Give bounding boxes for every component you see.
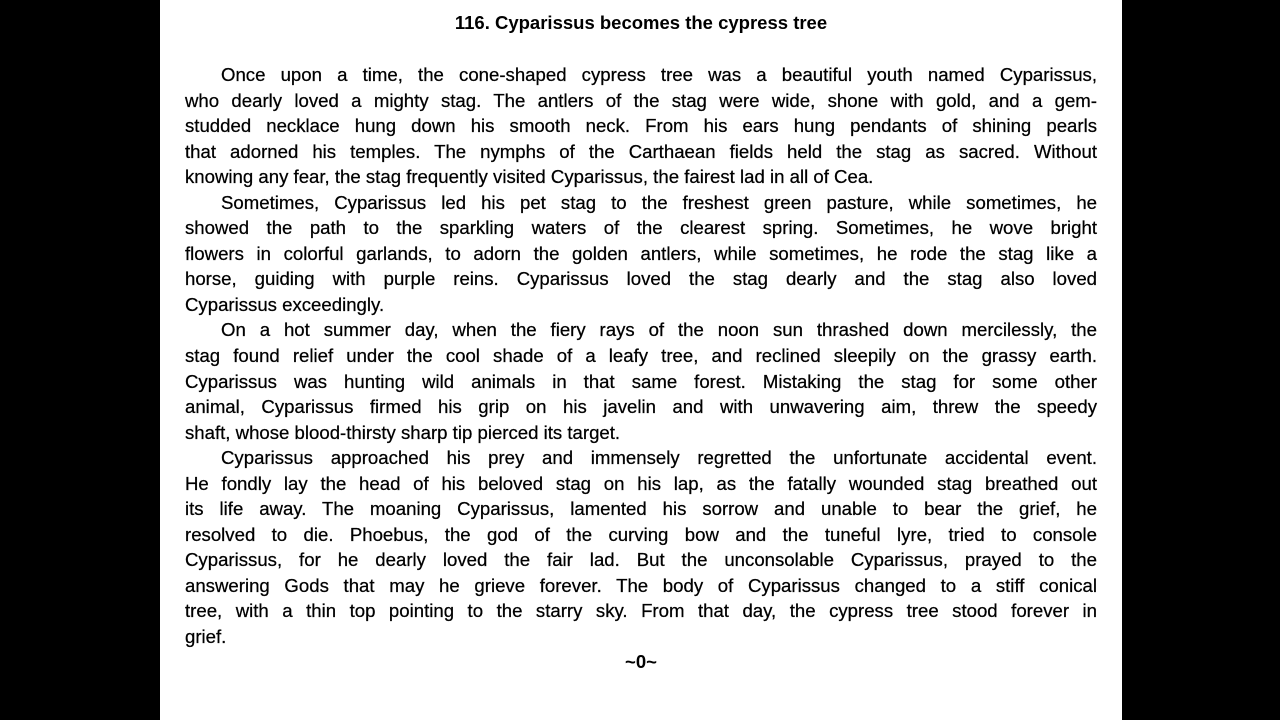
- paragraph: [185, 190, 1097, 318]
- paragraph: [185, 445, 1097, 649]
- text-line: Once upon a time, the cone-shaped cypress tree was a beautiful youth named Cyparissus,: [221, 64, 1097, 85]
- end-mark: ~0~: [625, 651, 657, 672]
- text-line: Cyparissus exceedingly.: [185, 293, 385, 315]
- paragraph: [185, 62, 1097, 190]
- text-line: its life away. The moaning Cyparissus, lamented his sorrow and unable to bear the grief, he: [185, 498, 1097, 520]
- page-title: 116. Cyparissus becomes the cypress tree: [454, 12, 828, 33]
- text-line: Sometimes, Cyparissus led his pet stag to the freshest green pasture, while sometimes, he: [221, 191, 1097, 213]
- text-line: grief.: [185, 626, 227, 648]
- text-line: that adorned his temples. The nymphs of the Carthaean fields held the stag as sacred. Without: [185, 140, 1097, 162]
- paragraph: [185, 317, 1097, 445]
- text-line: shaft, whose blood-thirsty sharp tip pierced its target.: [185, 421, 621, 443]
- text-line: horse, guiding with purple reins. Cyparissus loved the stag dearly and the stag also loved: [185, 268, 1097, 290]
- text-line: Cyparissus, for he dearly loved the fair lad. But the unconsolable Cyparissus, prayed to the: [185, 549, 1097, 571]
- text-line: resolved to die. Phoebus, the god of the curving bow and the tuneful lyre, tried to console: [185, 523, 1097, 545]
- text-line: answering Gods that may he grieve forever. The body of Cyparissus changed to a stiff conical: [185, 574, 1097, 596]
- text-line: stag found relief under the cool shade of a leafy tree, and reclined sleepily on the grassy earth.: [185, 345, 1097, 367]
- story-body: [185, 62, 1097, 650]
- text-line: He fondly lay the head of his beloved stag on his lap, as the fatally wounded stag breathed out: [185, 472, 1097, 494]
- text-line: studded necklace hung down his smooth neck. From his ears hung pendants of shining pearls: [185, 115, 1097, 137]
- text-line: who dearly loved a mighty stag. The antlers of the stag were wide, shone with gold, and a gem-: [185, 89, 1097, 111]
- text-line: Cyparissus was hunting wild animals in that same forest. Mistaking the stag for some other: [185, 370, 1097, 392]
- text-line: Cyparissus approached his prey and immensely regretted the unfortunate accidental event.: [221, 447, 1097, 469]
- text-line: flowers in colorful garlands, to adorn the golden antlers, while sometimes, he rode the stag like a: [185, 242, 1097, 264]
- text-line: animal, Cyparissus firmed his grip on his javelin and with unwavering aim, threw the speedy: [185, 396, 1097, 418]
- text-line: tree, with a thin top pointing to the starry sky. From that day, the cypress tree stood forever in: [185, 600, 1097, 622]
- document-page: [160, 0, 1122, 720]
- text-line: showed the path to the sparkling waters of the clearest spring. Sometimes, he wove bright: [185, 217, 1097, 239]
- text-line: knowing any fear, the stag frequently visited Cyparissus, the fairest lad in all of Cea.: [185, 166, 874, 188]
- text-line: On a hot summer day, when the fiery rays of the noon sun thrashed down mercilessly, the: [221, 319, 1097, 341]
